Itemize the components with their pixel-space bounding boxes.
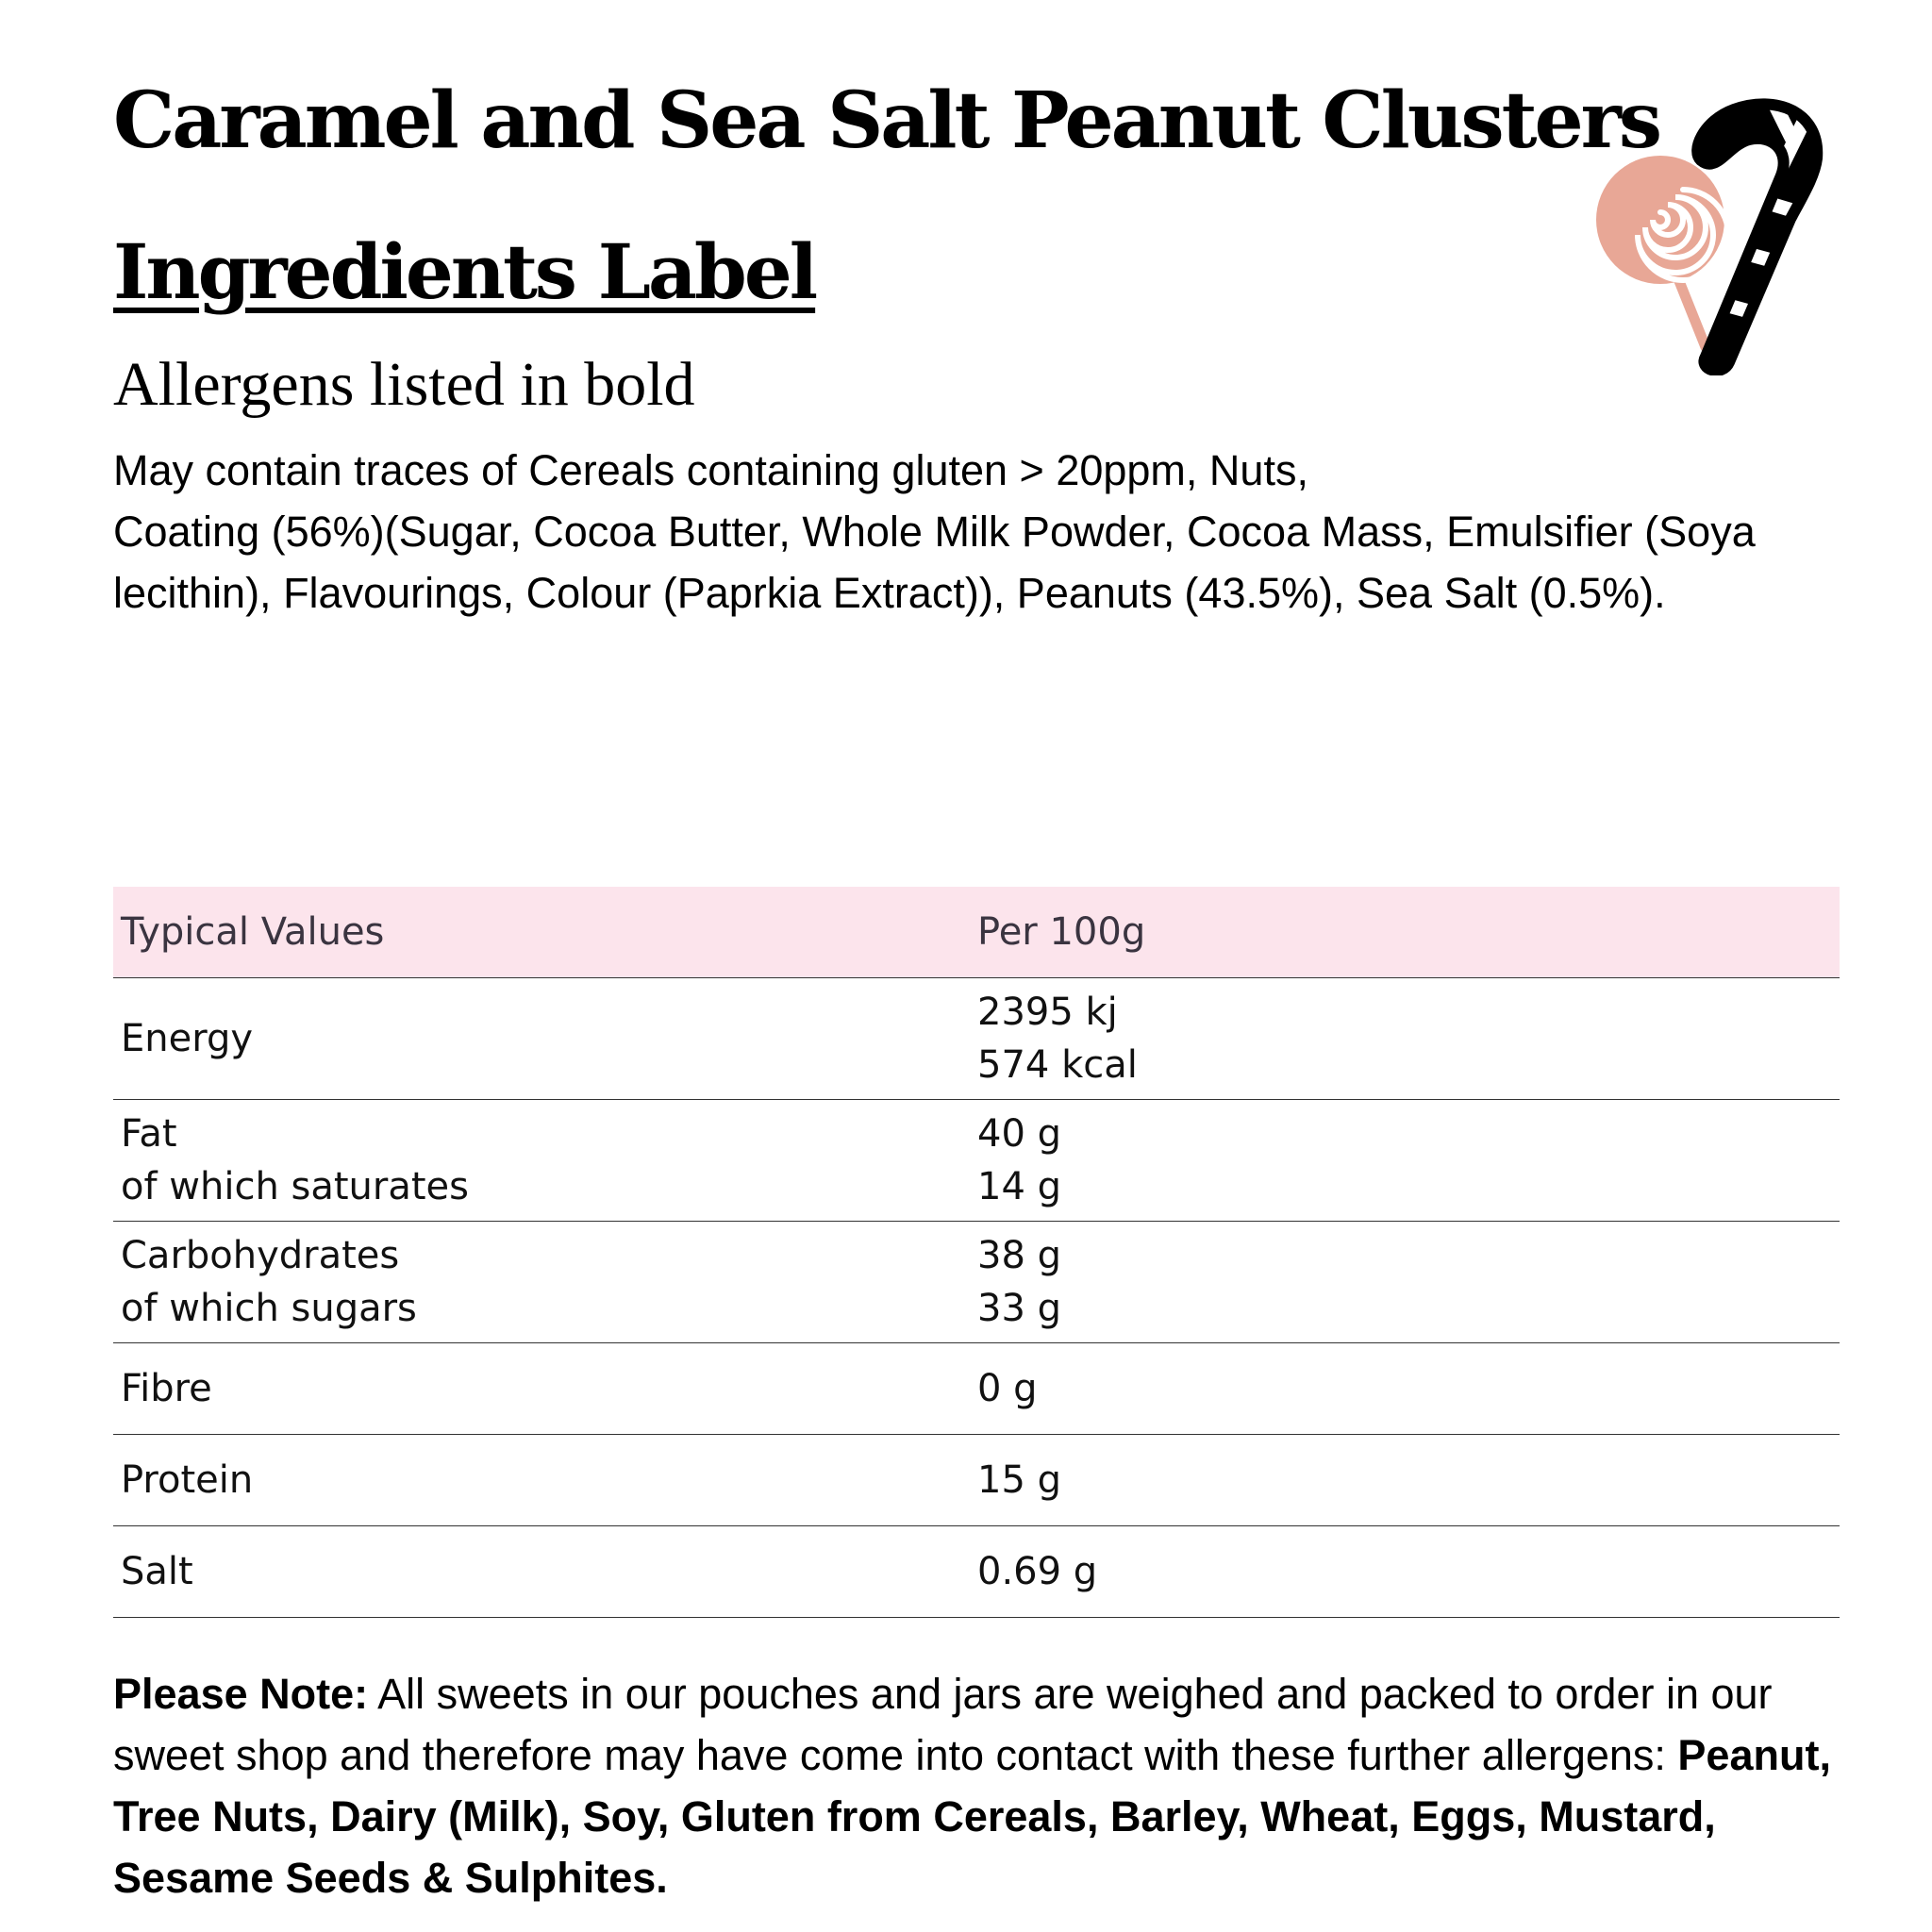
- ingredients-block: [113, 440, 1868, 624]
- nutrient-sublabel: of which saturates: [121, 1165, 469, 1208]
- nutrient-label: Fat: [121, 1112, 177, 1156]
- note-lead: Please Note:: [113, 1670, 369, 1718]
- nutrient-value: 574 kcal: [977, 1043, 1138, 1087]
- column-header-per-100g: Per 100g: [977, 910, 1146, 954]
- nutrient-value: 38 g: [977, 1234, 1062, 1277]
- table-row-fat: [113, 1100, 1840, 1222]
- nutrient-value: 2395 kj: [977, 991, 1118, 1034]
- page-title: Caramel and Sea Salt Peanut Clusters: [113, 75, 1660, 166]
- may-contain-text: May contain traces of Cereals containing gluten > 20ppm, Nuts,: [113, 446, 1308, 494]
- nutrient-value: 14 g: [977, 1165, 1062, 1208]
- table-row-carbohydrates: [113, 1222, 1840, 1343]
- nutrient-label: Protein: [121, 1458, 254, 1502]
- sweets-logo: [1566, 74, 1877, 375]
- nutrient-value: 40 g: [977, 1112, 1062, 1156]
- nutrient-value: 15 g: [977, 1458, 1062, 1502]
- nutrient-label: Carbohydrates: [121, 1234, 400, 1277]
- table-row-salt: [113, 1526, 1840, 1618]
- table-header-row: [113, 887, 1840, 978]
- section-heading-ingredients: Ingredients Label: [113, 227, 816, 316]
- lollipop-icon: [1596, 156, 1728, 347]
- nutrient-value: 0.69 g: [977, 1550, 1098, 1593]
- table-row-protein: [113, 1435, 1840, 1526]
- table-row-energy: [113, 978, 1840, 1100]
- note-text: All sweets in our pouches and jars are weighed and packed to order in our sweet shop and therefore may have come into contact with these further allergens:: [113, 1670, 1773, 1779]
- nutrient-value: 33 g: [977, 1287, 1062, 1330]
- please-note: [113, 1663, 1868, 1908]
- nutrient-value: 0 g: [977, 1367, 1038, 1410]
- nutrient-label: Energy: [121, 1017, 254, 1060]
- ingredients-list: Coating (56%)(Sugar, Cocoa Butter, Whole Milk Powder, Cocoa Mass, Emulsifier (Soya lecithin), Flavourings, Colour (Paprkia Extract)), Peanuts (43.5%), Sea Salt (0.5%).: [113, 508, 1756, 617]
- note-allergens: Peanut, Tree Nuts, Dairy (Milk), Soy, Gluten from Cereals, Barley, Wheat, Eggs, Mustard, Sesame Seeds & Sulphites.: [113, 1731, 1831, 1902]
- column-header-typical-values: Typical Values: [121, 910, 385, 954]
- nutrient-label: Salt: [121, 1550, 193, 1593]
- nutrition-table: [113, 887, 1840, 1618]
- nutrient-label: Fibre: [121, 1367, 212, 1410]
- nutrient-sublabel: of which sugars: [121, 1287, 417, 1330]
- allergen-note: Allergens listed in bold: [113, 350, 695, 419]
- table-row-fibre: [113, 1343, 1840, 1435]
